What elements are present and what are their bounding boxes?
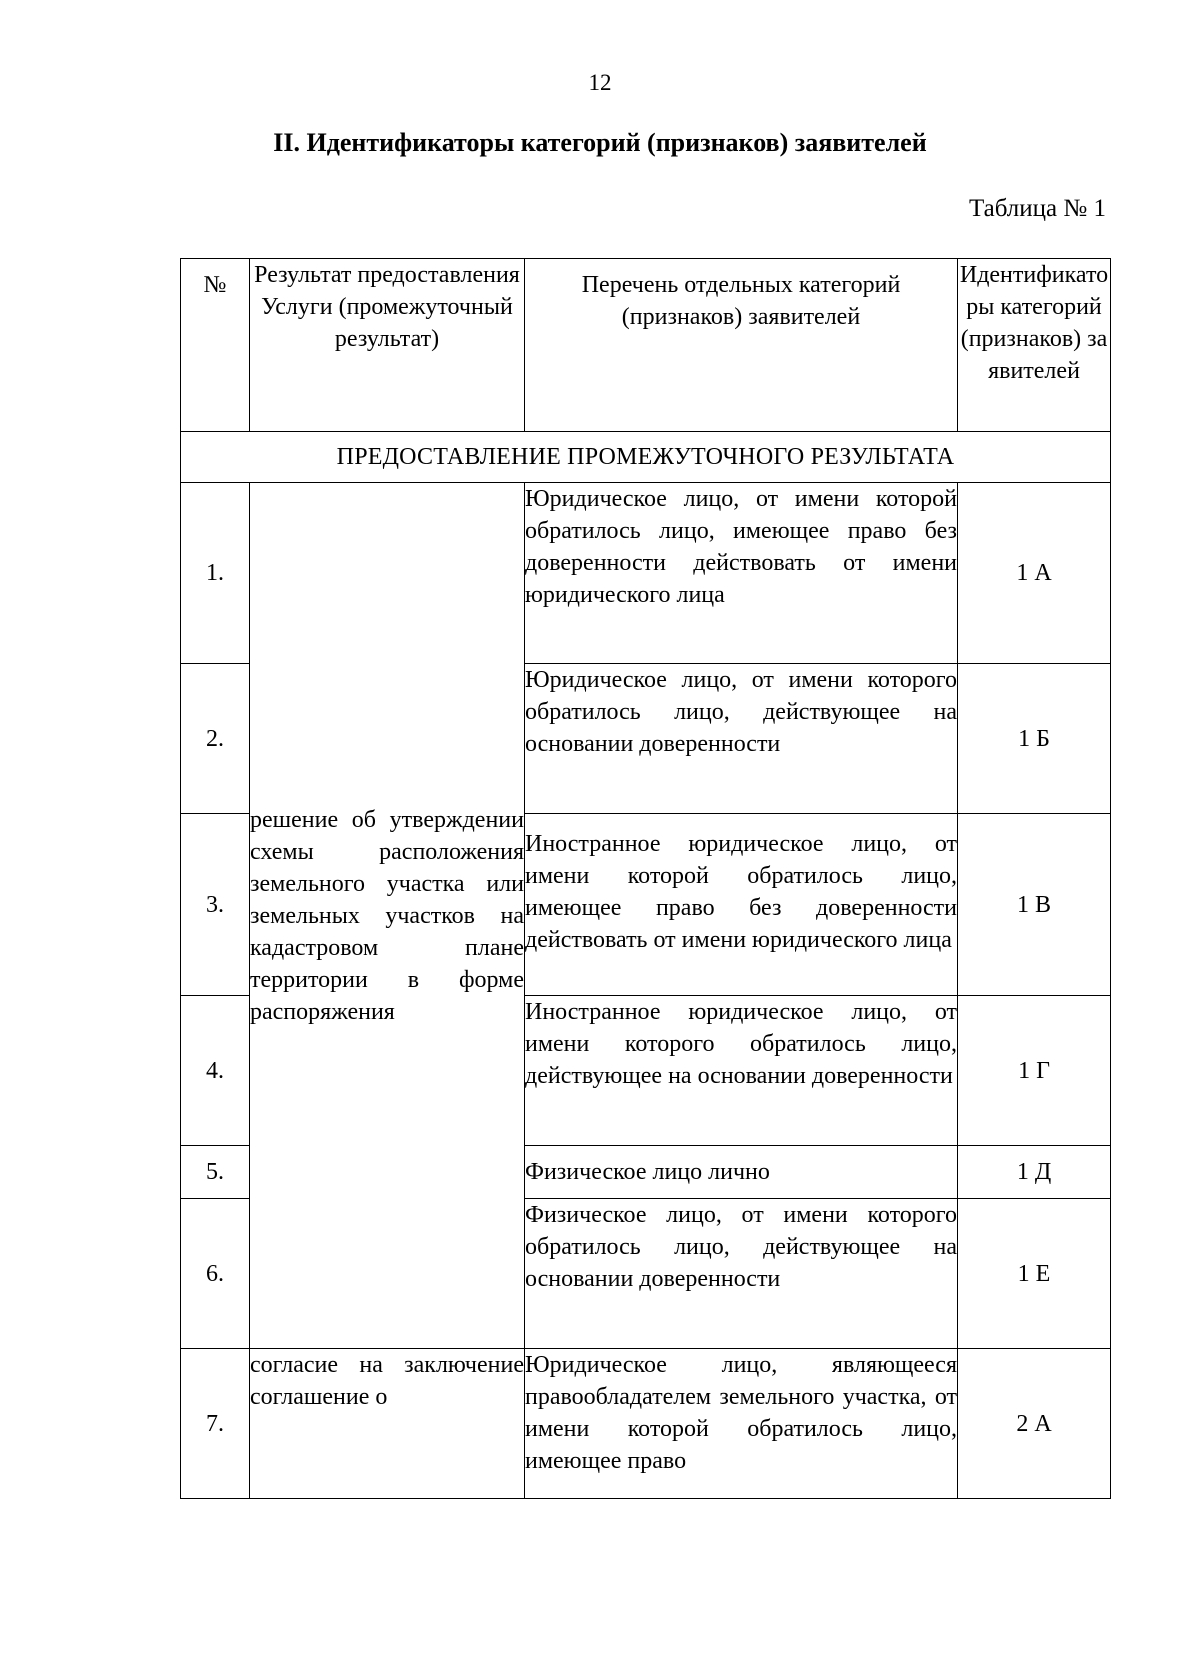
row-number: 6. xyxy=(181,1199,250,1349)
row-number: 2. xyxy=(181,664,250,814)
category-cell: Юридическое лицо, являющееся правообладателем земельного участка, от имени которой обратилось лицо, имеющее право xyxy=(525,1349,958,1499)
category-cell: Физическое лицо лично xyxy=(525,1146,958,1199)
categories-table xyxy=(180,258,1111,1499)
identifier-cell: 1 В xyxy=(958,814,1111,996)
page-number: 12 xyxy=(588,70,612,95)
identifier-cell: 1 Д xyxy=(958,1146,1111,1199)
identifier-cell: 1 Г xyxy=(958,996,1111,1146)
table-row xyxy=(181,1349,1111,1499)
identifier-cell: 1 Б xyxy=(958,664,1111,814)
row-number: 1. xyxy=(181,483,250,664)
row-number: 5. xyxy=(181,1146,250,1199)
category-cell: Иностранное юридическое лицо, от имени которого обратилось лицо, действующее на основании доверенности xyxy=(525,996,958,1146)
row-number: 7. xyxy=(181,1349,250,1499)
identifier-cell: 1 Е xyxy=(958,1199,1111,1349)
result-cell: решение об утверждении схемы расположения земельного участка или земельных участков на кадастровом плане территории в форме распоряжения xyxy=(250,483,525,1349)
header-identifiers: Идентификаторы категорий (признаков) заявителей xyxy=(958,259,1111,432)
header-number: № xyxy=(181,259,250,432)
category-cell: Юридическое лицо, от имени которого обратилось лицо, действующее на основании доверенности xyxy=(525,664,958,814)
category-cell: Иностранное юридическое лицо, от имени которой обратилось лицо, имеющее право без доверенности действовать от имени юридического лица xyxy=(525,814,958,996)
table-label: Таблица № 1 xyxy=(968,195,1106,222)
row-number: 4. xyxy=(181,996,250,1146)
identifier-cell: 1 А xyxy=(958,483,1111,664)
table-row xyxy=(181,483,1111,664)
section-title: II. Идентификаторы категорий (признаков) заявителей xyxy=(273,128,927,157)
category-cell: Физическое лицо, от имени которого обратилось лицо, действующее на основании доверенности xyxy=(525,1199,958,1349)
result-cell: согласие на заключение соглашение о xyxy=(250,1349,525,1499)
section-row xyxy=(181,432,1111,483)
row-number: 3. xyxy=(181,814,250,996)
table-header-row xyxy=(181,259,1111,432)
header-categories: Перечень отдельных категорий (признаков) заявителей xyxy=(525,259,958,432)
category-cell: Юридическое лицо, от имени которой обратилось лицо, имеющее право без доверенности действовать от имени юридического лица xyxy=(525,483,958,664)
header-result: Результат предоставления Услуги (промежуточный результат) xyxy=(250,259,525,432)
section-row-label: ПРЕДОСТАВЛЕНИЕ ПРОМЕЖУТОЧНОГО РЕЗУЛЬТАТА xyxy=(181,432,1111,483)
identifier-cell: 2 А xyxy=(958,1349,1111,1499)
